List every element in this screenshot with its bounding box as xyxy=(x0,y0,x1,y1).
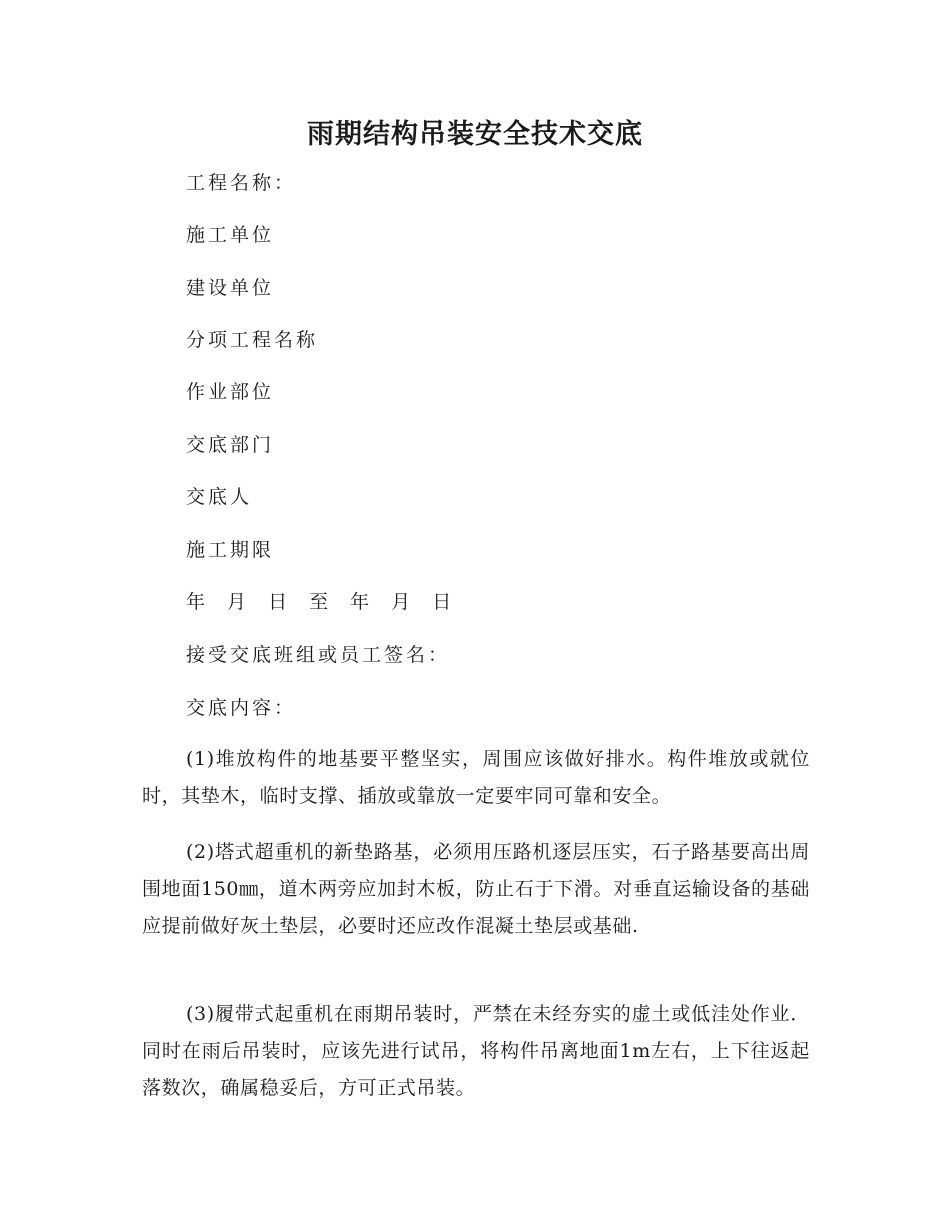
field-team-signature: 接受交底班组或员工签名： xyxy=(186,644,451,666)
field-briefing-person: 交底人 xyxy=(186,486,253,508)
field-work-location: 作业部位 xyxy=(186,381,275,403)
field-subproject-name: 分项工程名称 xyxy=(186,329,319,351)
paragraph-2: (2)塔式超重机的新垫路基，必须用压路机逐层压实，石子路基要高出周围地面150㎜，道木两旁应加封木板，防止石于下滑。对垂直运输设备的基础应提前做好灰土垫层，必要时还应改作混凝土垫层或基础. xyxy=(142,841,810,937)
paragraph-3: (3)履带式起重机在雨期吊装时，严禁在未经夯实的虚土或低洼处作业．同时在雨后吊装时，应该先进行试吊，将构件吊离地面1m左右，上下往返起落数次，确属稳妥后，方可正式吊装。 xyxy=(142,1003,810,1099)
document-title: 雨期结构吊装安全技术交底 xyxy=(307,119,643,150)
field-owner-unit: 建设单位 xyxy=(186,277,275,299)
field-project-name: 工程名称： xyxy=(186,172,297,194)
field-construction-unit: 施工单位 xyxy=(186,224,275,246)
field-date-range: 年 月 日 至 年 月 日 xyxy=(186,591,455,613)
field-construction-period: 施工期限 xyxy=(186,539,275,561)
field-briefing-content: 交底内容： xyxy=(186,697,297,719)
paragraph-1: (1)堆放构件的地基要平整坚实，周围应该做好排水。构件堆放或就位时，其垫木，临时支撑、插放或靠放一定要牢同可靠和安全。 xyxy=(142,748,810,807)
field-briefing-department: 交底部门 xyxy=(186,434,275,456)
